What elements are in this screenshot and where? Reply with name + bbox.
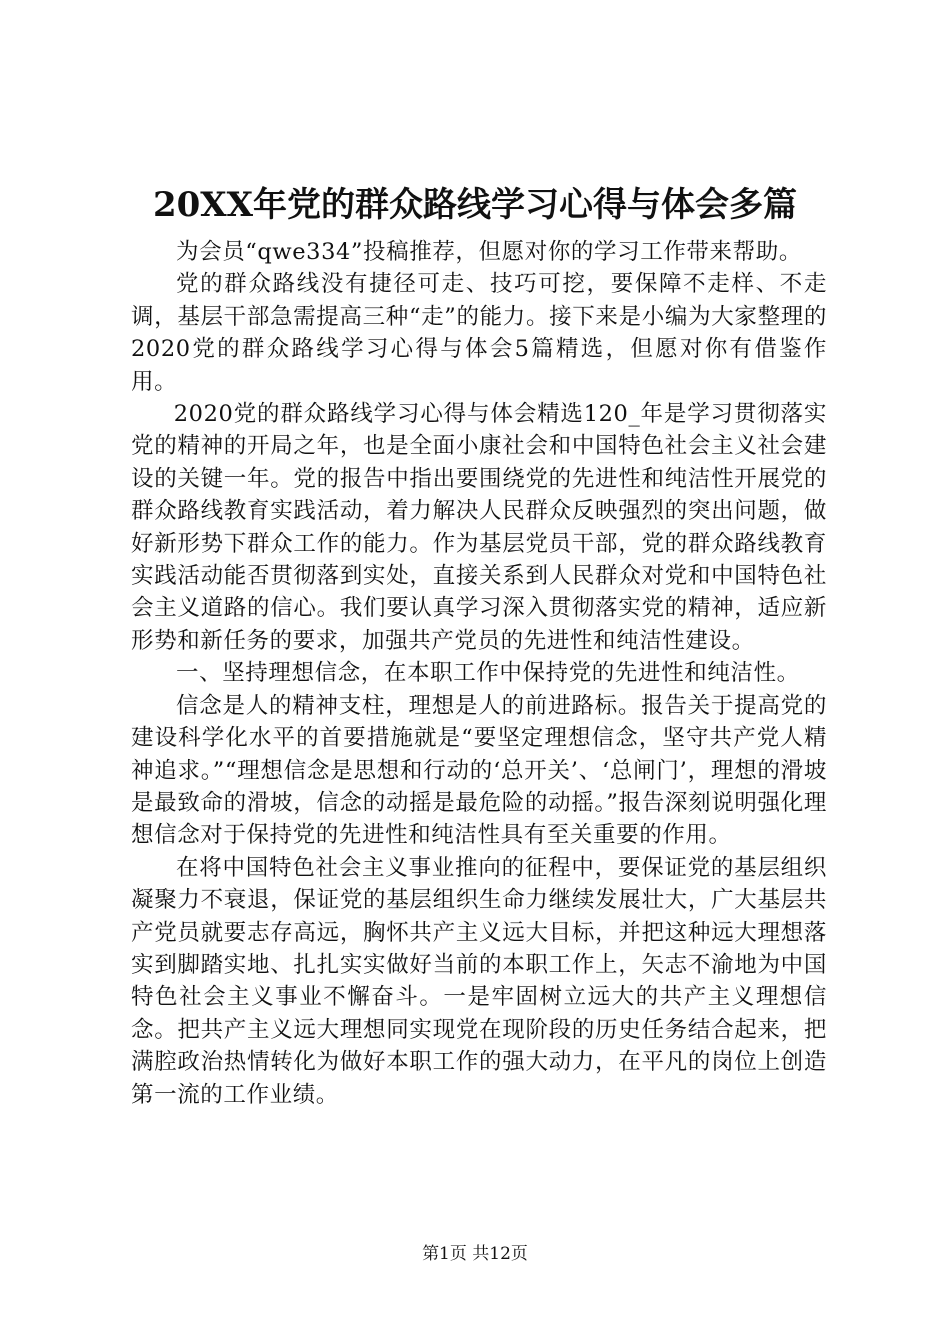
paragraph-section-heading: 一、坚持理想信念，在本职工作中保持党的先进性和纯洁性。 [176, 660, 800, 687]
paragraph-summary: 党的群众路线没有捷径可走、技巧可挖，要保障不走样、不走调，基层干部急需提高三种“走”的能力。接下来是小编为大家整理的2020党的群众路线学习心得与体会5篇精选，但愿对你有借鉴作用。 [131, 271, 827, 395]
document-body [131, 236, 827, 1111]
paragraph-intro: 为会员“qwe334”投稿推荐，但愿对你的学习工作带来帮助。 [176, 239, 802, 265]
page-number-footer: 第1页 共12页 [422, 1244, 528, 1264]
paragraph-essay-1: 2020党的群众路线学习心得与体会精选120_年是学习贯彻落实党的精神的开局之年，也是全面小康社会和中国特色社会主义社会建设的关键一年。党的报告中指出要围绕党的先进性和纯洁性开展党的群众路线教育实践活动，着力解决人民群众反映强烈的突出问题，做好新形势下群众工作的能力。作为基层党员干部，党的群众路线教育实践活动能否贯彻落到实处，直接关系到人民群众对党和中国特色社会主义道路的信心。我们要认真学习深入贯彻落实党的精神，适应新形势和新任务的要求，加强共产党员的先进性和纯洁性建设。 [131, 401, 827, 654]
document-title: 20XX年党的群众路线学习心得与体会多篇 [152, 185, 798, 225]
paragraph-belief: 信念是人的精神支柱，理想是人的前进路标。报告关于提高党的建设科学化水平的首要措施就是“要坚定理想信念，坚守共产党人精神追求。”“理想信念是思想和行动的‘总开关’、‘总闸门’，理想的滑坡是最致命的滑坡，信念的动摇是最危险的动摇。”报告深刻说明强化理想信念对于保持党的先进性和纯洁性具有至关重要的作用。 [131, 692, 827, 849]
paragraph-mission: 在将中国特色社会主义事业推向的征程中，要保证党的基层组织凝聚力不衰退，保证党的基层组织生命力继续发展壮大，广大基层共产党员就要志存高远，胸怀共产主义远大目标，并把这种远大理想落实到脚踏实地、扎扎实实做好当前的本职工作上，矢志不渝地为中国特色社会主义事业不懈奋斗。一是牢固树立远大的共产主义理想信念。把共产主义远大理想同实现党在现阶段的历史任务结合起来，把满腔政治热情转化为做好本职工作的强大动力，在平凡的岗位上创造第一流的工作业绩。 [131, 854, 827, 1108]
